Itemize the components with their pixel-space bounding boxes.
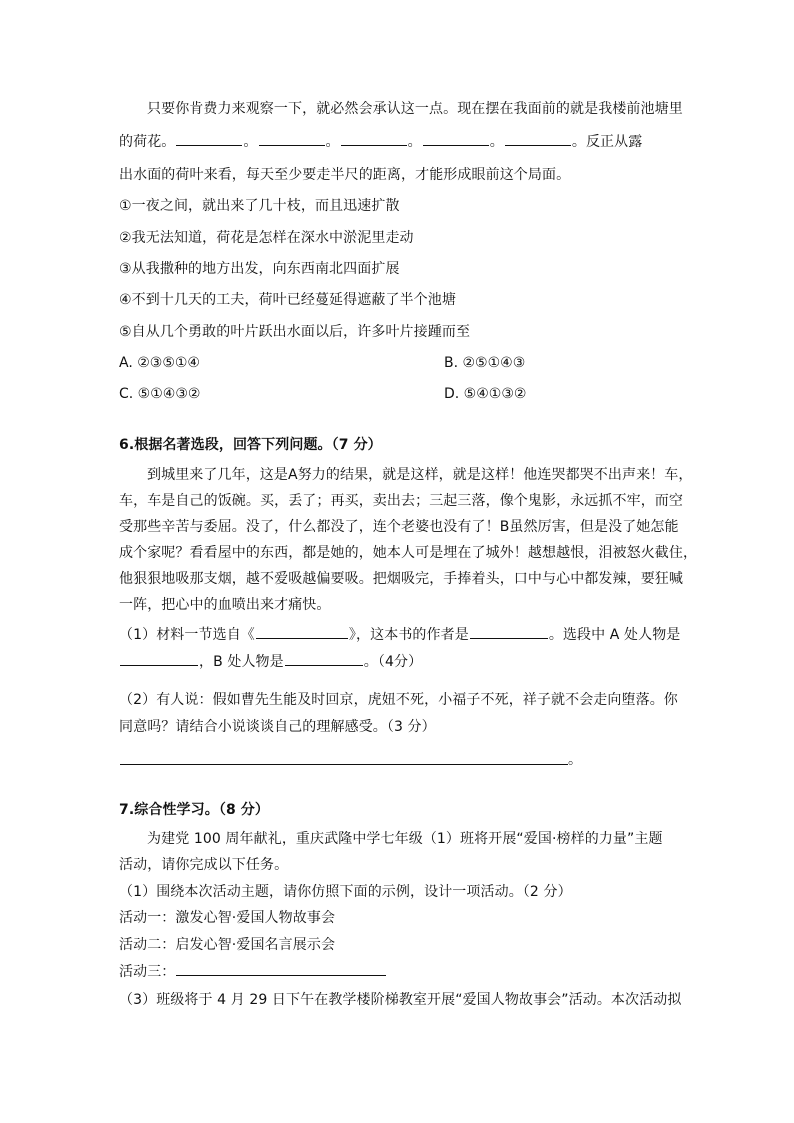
period: 。 <box>243 134 258 150</box>
q5-passage-text: 的荷花。 <box>119 134 176 150</box>
q6-heading: 6.根据名著选段，回答下列问题。（7 分） <box>119 437 382 453</box>
q5-blank-5[interactable] <box>505 131 571 146</box>
q7-activity-2: 活动二：启发心智·爱国名言展示会 <box>119 937 336 953</box>
q5-blank-2[interactable] <box>259 131 325 146</box>
answer-line[interactable] <box>120 764 568 765</box>
q5-item-4: ④不到十几天的工夫，荷叶已经蔓延得遮蔽了半个池塘 <box>119 292 456 308</box>
q5-blank-1[interactable] <box>176 131 242 146</box>
q5-option-b[interactable]: B. ②⑤①④③ <box>444 355 526 371</box>
q5-passage-line-3: 出水面的荷叶来看，每天至少要走半尺的距离，才能形成眼前这个局面。 <box>119 167 571 183</box>
q5-item-5: ⑤自从几个勇敢的叶片跃出水面以后，许多叶片接踵而至 <box>119 324 471 340</box>
q5-blank-3[interactable] <box>341 131 407 146</box>
q5-option-a[interactable]: A. ②③⑤①④ <box>119 355 200 371</box>
q6-sub1-text: （1）材料一节选自《 <box>119 627 255 643</box>
q5-option-c[interactable]: C. ⑤①④③② <box>119 386 201 402</box>
author-blank[interactable] <box>470 624 548 639</box>
character-b-blank[interactable] <box>285 651 363 666</box>
q6-excerpt-line-3: 受那些辛苦与委屈。没了，什么都没了，连个老婆也没有了！B虽然厉害，但是没了她怎能 <box>119 519 679 535</box>
q5-item-2: ②我无法知道，荷花是怎样在深水中淤泥里走动 <box>119 230 414 246</box>
q6-sub1-line-1 <box>119 624 679 646</box>
q7-activity-1: 活动一：激发心智·爱国人物故事会 <box>119 910 336 926</box>
activity-3-blank[interactable] <box>176 961 386 976</box>
q7-intro-line-2: 活动，请你完成以下任务。 <box>119 857 289 873</box>
q7-sub3: （3）班级将于 4 月 29 日下午在教学楼阶梯教室开展“爱国人物故事会”活动。本次活动拟 <box>119 992 682 1008</box>
q6-excerpt-line-5: 他狠狠地吸那支烟，越不爱吸越偏要吸。把烟吸完，手捧着头，口中与心中都发辣，要狂喊 <box>119 571 683 587</box>
q5-option-d[interactable]: D. ⑤④①③② <box>444 386 527 402</box>
q6-sub1-text: 。选段中 A 处人物是 <box>548 627 681 643</box>
q5-item-1: ①一夜之间，就出来了几十枝，而且迅速扩散 <box>119 198 400 214</box>
q7-intro-line-1: 为建党 100 周年献礼，重庆武隆中学七年级（1）班将开展“爱国·榜样的力量”主题 <box>147 831 663 847</box>
q7-activity-3-label: 活动三： <box>119 964 176 980</box>
q6-excerpt-line-2: 车，车是自己的饭碗。买，丢了；再买，卖出去；三起三落，像个鬼影，永远抓不牢，而空 <box>119 493 683 509</box>
q6-excerpt-line-4: 成个家呢？看看屋中的东西，都是她的，她本人可是埋在了城外！越想越恨，泪被怒火截住， <box>119 545 698 561</box>
q7-heading: 7.综合性学习。（8 分） <box>119 802 269 818</box>
book-title-blank[interactable] <box>256 624 348 639</box>
period: 。 <box>407 134 422 150</box>
q6-sub1-text: 》，这本书的作者是 <box>348 627 469 643</box>
q7-sub1: （1）围绕本次活动主题，请你仿照下面的示例，设计一项活动。（2 分） <box>119 884 572 900</box>
q6-sub2-line-1: （2）有人说：假如曹先生能及时回京，虎妞不死，小福子不死，祥子就不会走向堕落。你 <box>119 692 678 708</box>
answer-line-period: 。 <box>568 752 582 768</box>
q6-sub2-line-2: 同意吗？请结合小说谈谈自己的理解感受。（3 分） <box>119 719 436 735</box>
q6-sub1-text: 。（4分） <box>363 654 423 670</box>
q6-excerpt-line-6: 一阵，把心中的血喷出来才痛快。 <box>119 597 331 613</box>
q6-excerpt-line-1: 到城里来了几年，这是A努力的结果，就是这样，就是这样！他连哭都哭不出声来！车， <box>147 467 693 483</box>
q7-activity-3-row <box>119 961 679 983</box>
q6-sub1-text: ，B 处人物是 <box>199 654 284 670</box>
character-a-blank[interactable] <box>120 651 198 666</box>
q5-passage-text-end: 。反正从露 <box>571 134 643 150</box>
q5-passage-line-1: 只要你肯费力来观察一下，就必然会承认这一点。现在摆在我面前的就是我楼前池塘里 <box>147 101 683 117</box>
q5-blank-4[interactable] <box>423 131 489 146</box>
q5-passage-line-2 <box>119 131 679 153</box>
period: 。 <box>325 134 340 150</box>
q5-item-3: ③从我撒种的地方出发，向东西南北四面扩展 <box>119 261 400 277</box>
q6-sub1-line-2 <box>119 651 679 673</box>
period: 。 <box>489 134 504 150</box>
